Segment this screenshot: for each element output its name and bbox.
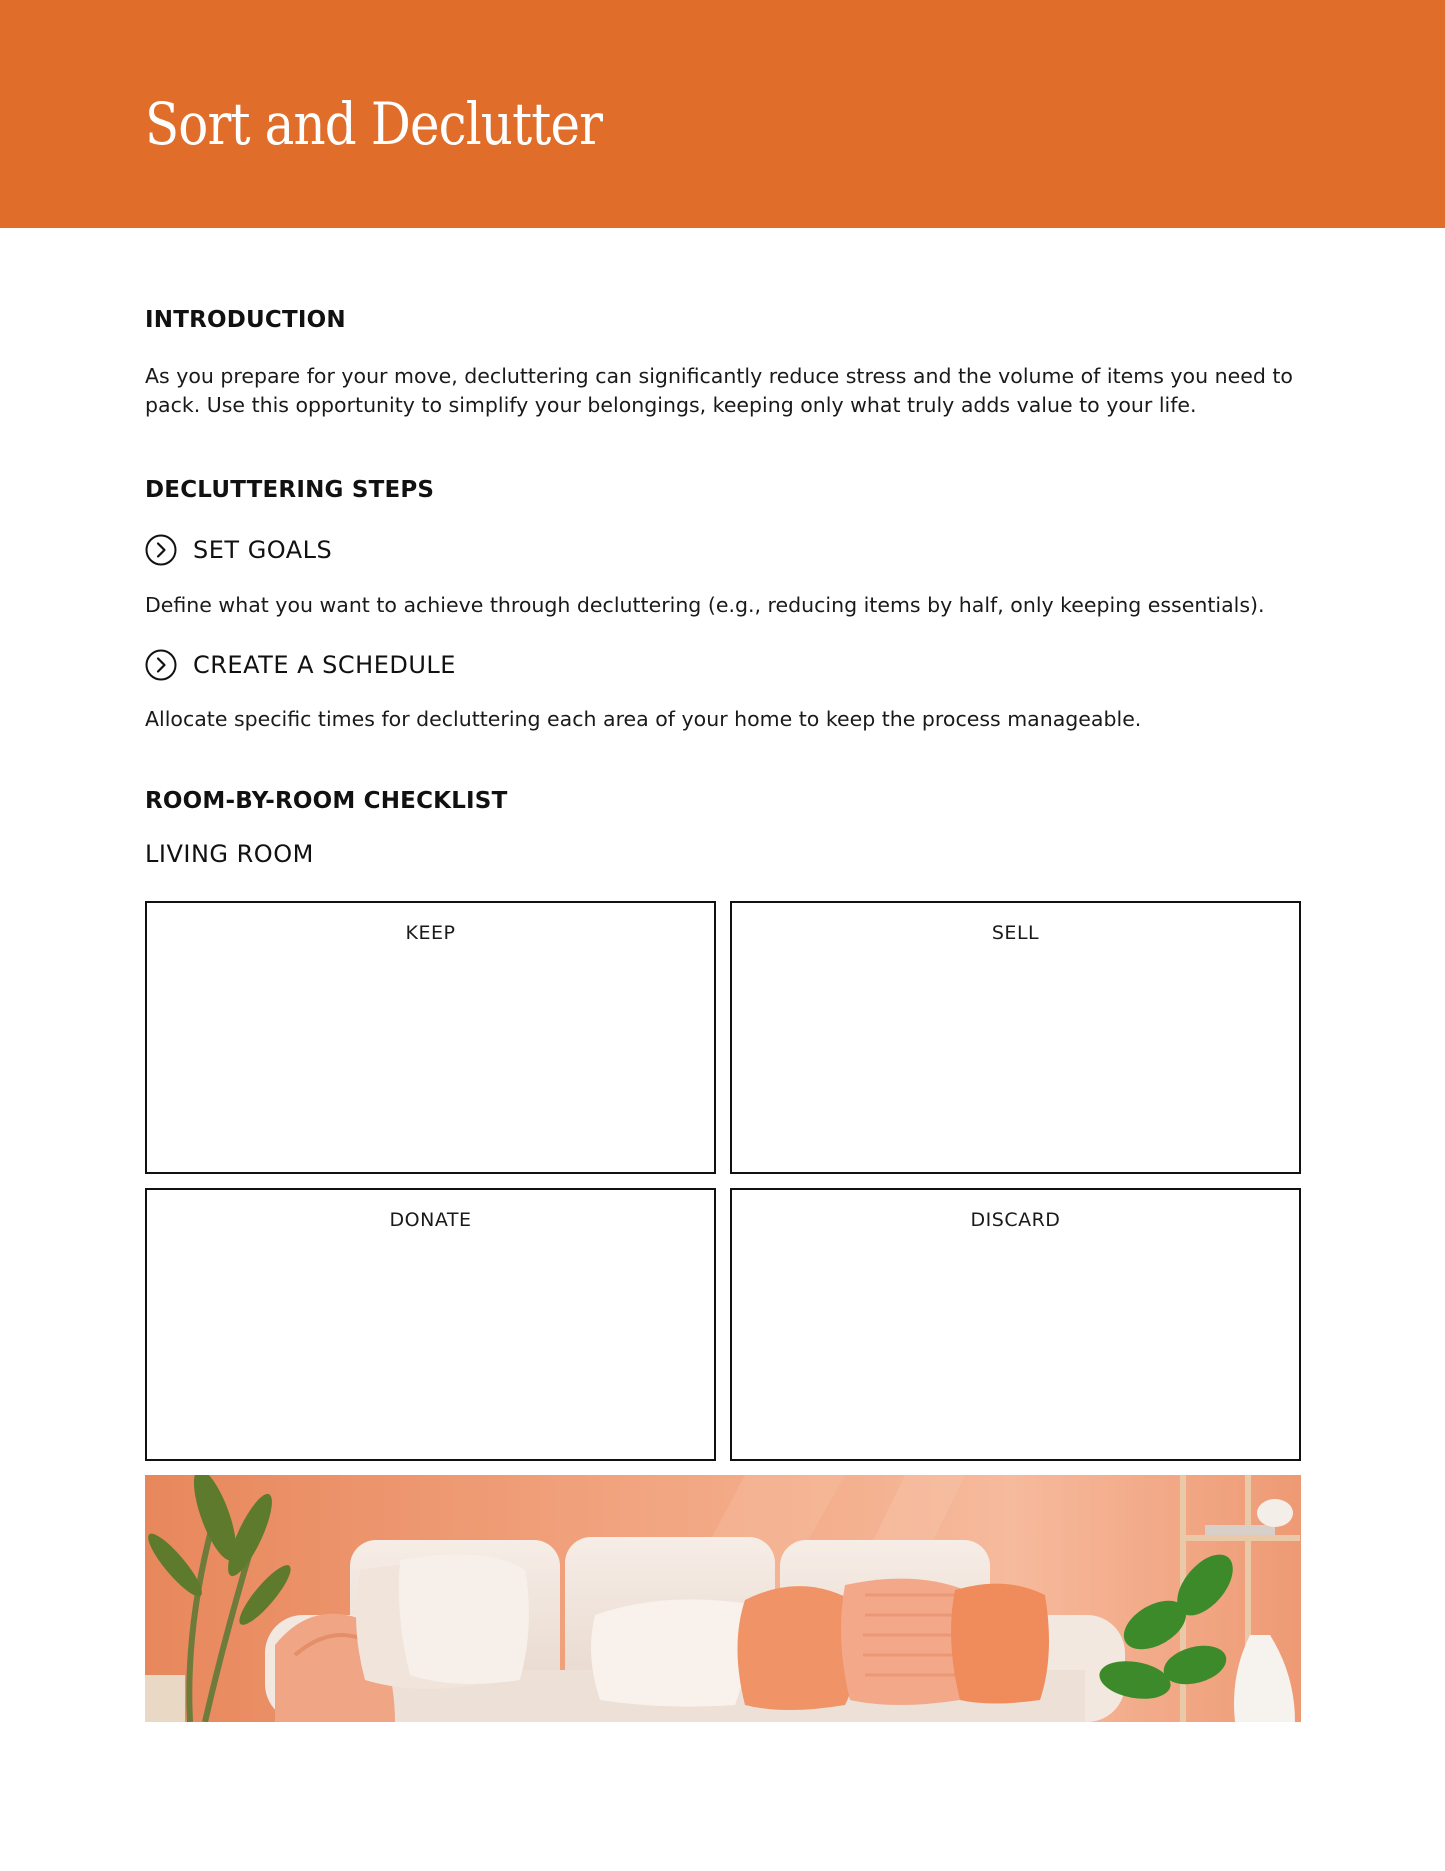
chevron-right-circle-icon [145, 534, 177, 566]
box-label: DONATE [389, 1209, 472, 1231]
living-room-photo [145, 1475, 1301, 1722]
step-title: SET GOALS [193, 536, 333, 564]
decluttering-steps-heading: DECLUTTERING STEPS [145, 477, 435, 503]
box-label: DISCARD [970, 1209, 1061, 1231]
box-label: KEEP [405, 922, 456, 944]
step-description: Define what you want to achieve through decluttering (e.g., reducing items by half, only keeping essentials). [145, 593, 1265, 617]
step-set-goals [145, 533, 332, 567]
page-title: Sort and Declutter [145, 90, 603, 158]
discard-box[interactable] [730, 1188, 1301, 1461]
step-description: Allocate specific times for decluttering each area of your home to keep the process manageable. [145, 707, 1142, 731]
checklist-heading: ROOM-BY-ROOM CHECKLIST [145, 788, 508, 814]
box-label: SELL [991, 922, 1040, 944]
step-create-schedule [145, 648, 456, 682]
introduction-heading: INTRODUCTION [145, 307, 346, 333]
keep-box[interactable] [145, 901, 716, 1174]
sofa-illustration [145, 1475, 1301, 1722]
room-label: LIVING ROOM [145, 840, 314, 868]
step-title: CREATE A SCHEDULE [193, 651, 456, 679]
sell-box[interactable] [730, 901, 1301, 1174]
header-banner [0, 0, 1445, 228]
introduction-paragraph: As you prepare for your move, decluttering can significantly reduce stress and the volume of items you need to pack. Use this opportunity to simplify your belongings, keeping only what truly adds value to your life. [145, 364, 1293, 417]
donate-box[interactable] [145, 1188, 716, 1461]
chevron-right-circle-icon [145, 649, 177, 681]
